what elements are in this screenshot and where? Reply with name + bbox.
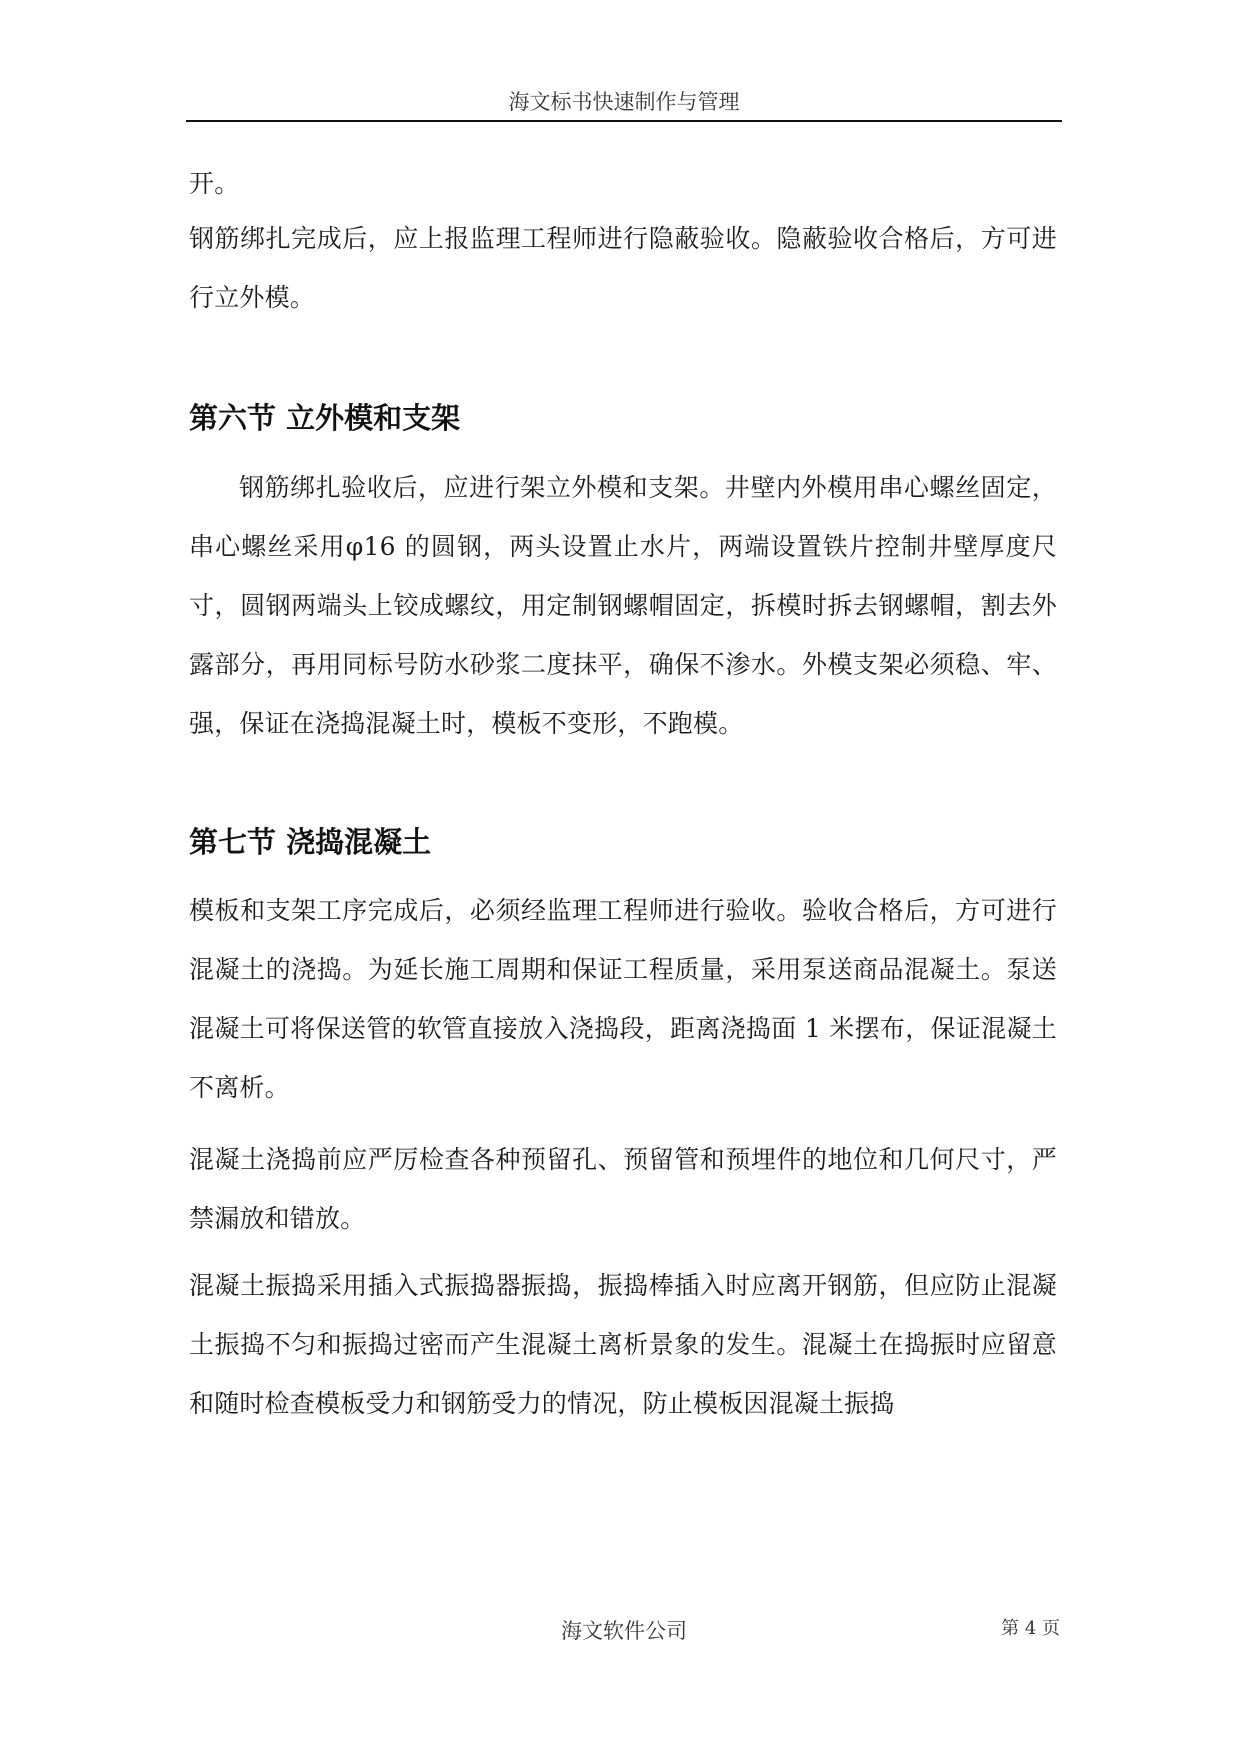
paragraph-concrete-pouring: 模板和支架工序完成后，必须经监理工程师进行验收。验收合格后，方可进行混凝土的浇捣。为延长施工周期和保证工程质量，采用泵送商品混凝土。泵送混凝土可将保送管的软管直接放入浇捣段，距离浇捣面 1 米摆布，保证混凝土不离析。 (189, 896, 1057, 1102)
page-footer-company: 海文软件公司 (561, 1619, 687, 1643)
header-divider (186, 120, 1062, 122)
page-number: 第 4 页 (1001, 1618, 1060, 1639)
paragraph-outer-formwork: 钢筋绑扎验收后，应进行架立外模和支架。井壁内外模用串心螺丝固定，串心螺丝采用φ16 的圆钢，两头设置止水片，两端设置铁片控制井壁厚度尺寸，圆钢两端头上铰成螺纹，用定制钢螺帽固定，拆模时拆去钢螺帽，割去外露部分，再用同标号防水砂浆二度抹平，确保不渗水。外模支架必须稳、牢、强，保证在浇捣混凝土时，模板不变形，不跑模。 (189, 473, 1057, 738)
page-header-title: 海文标书快速制作与管理 (508, 90, 740, 114)
section-heading-7: 第七节 浇捣混凝土 (189, 825, 432, 859)
paragraph-vibration: 混凝土振捣采用插入式振捣器振捣，振捣棒插入时应离开钢筋，但应防止混凝土振捣不匀和振捣过密而产生混凝土离析景象的发生。混凝土在捣振时应留意和随时检查模板受力和钢筋受力的情况，防止模板因混凝土振捣 (189, 1271, 1057, 1418)
paragraph-continuation: 开。 (189, 169, 240, 198)
section-heading-6: 第六节 立外模和支架 (189, 401, 461, 435)
paragraph-rebar-inspection: 钢筋绑扎完成后，应上报监理工程师进行隐蔽验收。隐蔽验收合格后，方可进行立外模。 (189, 224, 1057, 312)
paragraph-preembedded-check: 混凝土浇捣前应严厉检查各种预留孔、预留管和预埋件的地位和几何尺寸，严禁漏放和错放。 (189, 1145, 1057, 1233)
